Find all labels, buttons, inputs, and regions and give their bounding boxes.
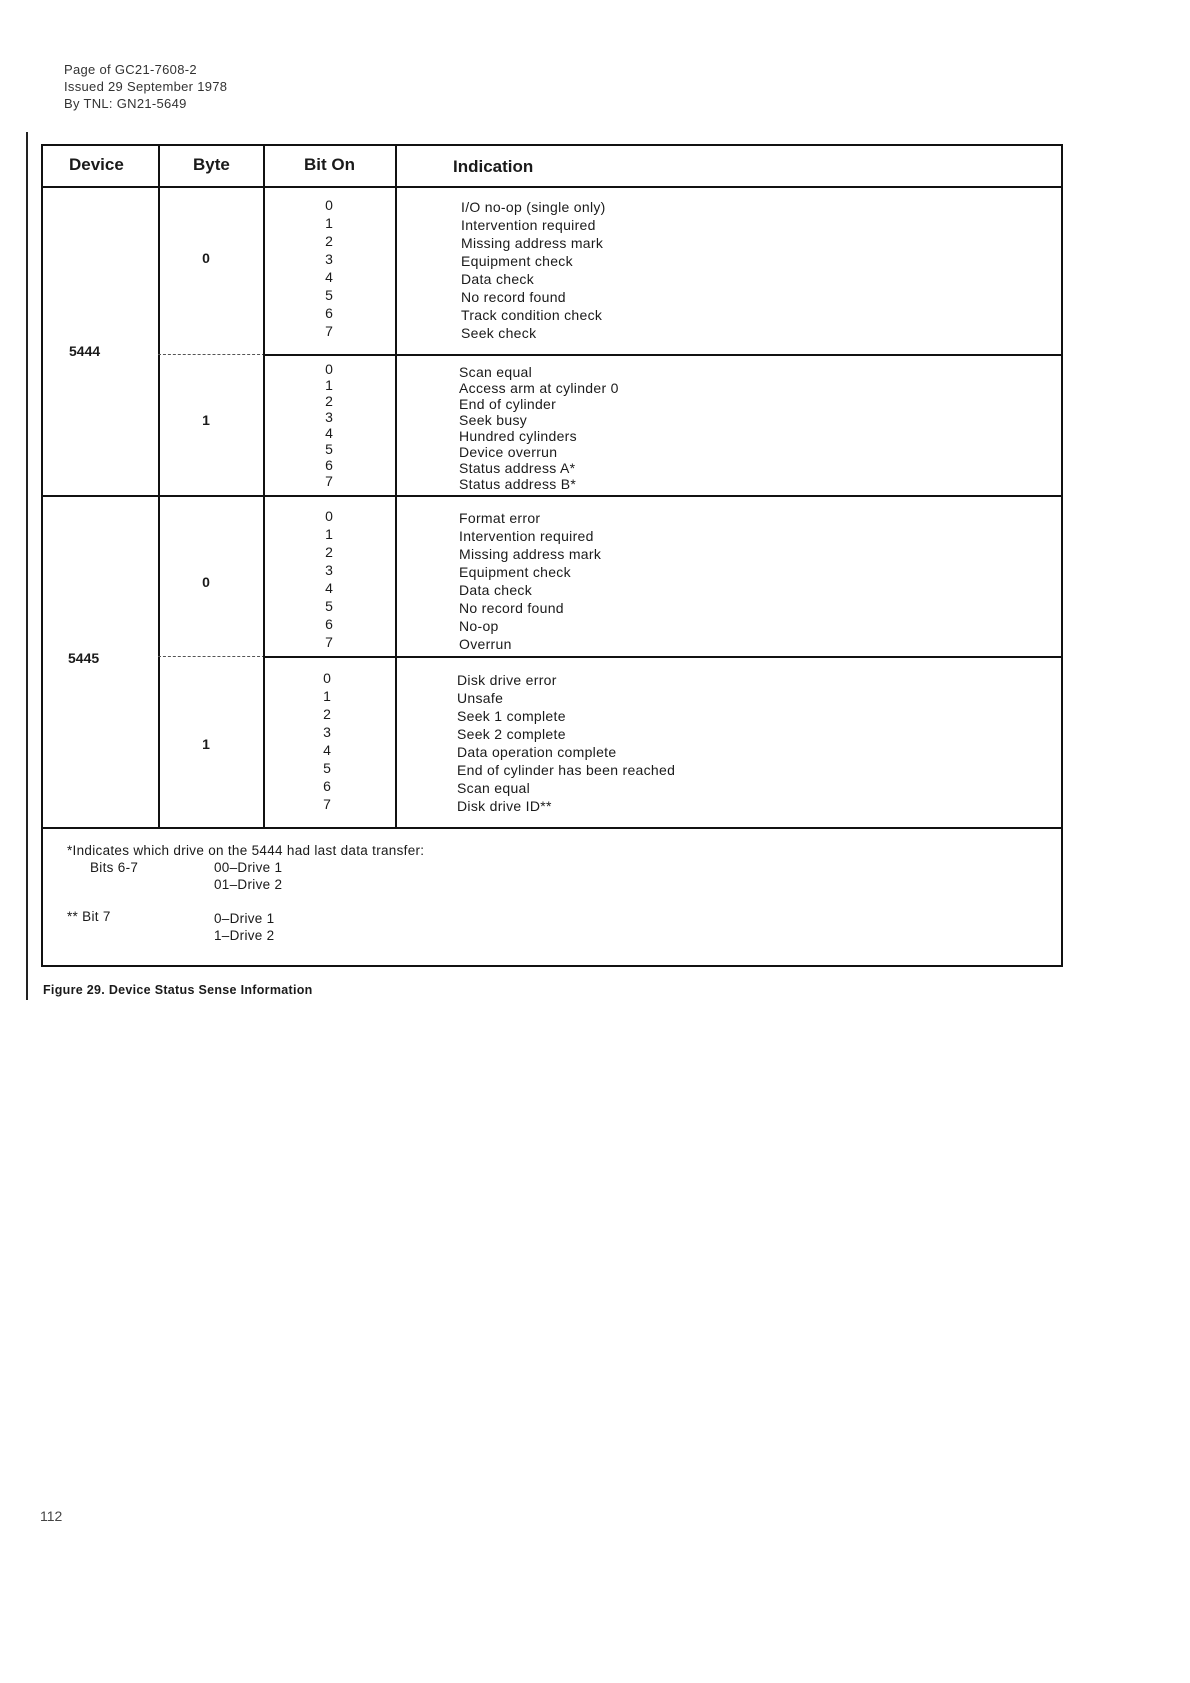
byte-value: 1 bbox=[202, 736, 210, 752]
indication-text: Seek busy bbox=[459, 412, 528, 428]
indication-list bbox=[457, 671, 675, 815]
bit-value: 4 bbox=[325, 269, 333, 285]
bit-value: 3 bbox=[325, 409, 333, 425]
indication-text: Format error bbox=[459, 510, 541, 526]
figure-caption: Figure 29. Device Status Sense Information bbox=[43, 983, 313, 997]
bit-value: 1 bbox=[325, 526, 333, 542]
bit-value: 1 bbox=[325, 215, 333, 231]
row-divider-5444-byte1 bbox=[263, 354, 1061, 356]
indication-text: Status address A* bbox=[459, 460, 576, 476]
indication-text: Status address B* bbox=[459, 476, 577, 492]
bit-value: 3 bbox=[325, 251, 333, 267]
indication-text: Seek 1 complete bbox=[457, 708, 566, 724]
indication-text: Seek 2 complete bbox=[457, 726, 566, 742]
indication-text: Track condition check bbox=[461, 307, 603, 323]
col-header-bit-on: Bit On bbox=[304, 155, 355, 174]
byte-value: 0 bbox=[202, 574, 210, 590]
header-line-2: Issued 29 September 1978 bbox=[64, 79, 228, 94]
footnote-bit7-label: ** Bit 7 bbox=[67, 909, 111, 924]
bit-value: 6 bbox=[325, 305, 333, 321]
bit-value: 0 bbox=[325, 197, 333, 213]
indication-text: No-op bbox=[459, 618, 499, 634]
row-divider-5445-byte1 bbox=[263, 656, 1061, 658]
bit-list bbox=[317, 669, 337, 813]
indication-list bbox=[459, 364, 619, 492]
footnote-drive-value: 00–Drive 1 bbox=[214, 860, 283, 875]
bit-value: 0 bbox=[325, 508, 333, 524]
bit-value: 6 bbox=[323, 778, 331, 794]
indication-text: Seek check bbox=[461, 325, 537, 341]
bit-value: 2 bbox=[323, 706, 331, 722]
bit-value: 5 bbox=[325, 441, 333, 457]
bit-value: 7 bbox=[325, 634, 333, 650]
indication-text: Intervention required bbox=[461, 217, 596, 233]
col-divider-1 bbox=[158, 146, 160, 827]
indication-text: Equipment check bbox=[461, 253, 573, 269]
col-divider-3 bbox=[395, 146, 397, 827]
indication-text: Access arm at cylinder 0 bbox=[459, 380, 619, 396]
byte-value: 1 bbox=[202, 412, 210, 428]
bit-value: 2 bbox=[325, 233, 333, 249]
page-header bbox=[64, 61, 227, 112]
indication-text: Equipment check bbox=[459, 564, 571, 580]
indication-text: Scan equal bbox=[457, 780, 531, 796]
bit-value: 4 bbox=[325, 580, 333, 596]
col-header-indication: Indication bbox=[453, 157, 534, 176]
bit-value: 5 bbox=[323, 760, 331, 776]
bit-value: 1 bbox=[323, 688, 331, 704]
bit-value: 5 bbox=[325, 287, 333, 303]
col-header-byte: Byte bbox=[193, 155, 230, 174]
header-line-3: By TNL: GN21-5649 bbox=[64, 96, 187, 111]
page-number: 112 bbox=[40, 1508, 63, 1524]
indication-text: Unsafe bbox=[457, 690, 504, 706]
indication-text: Disk drive error bbox=[457, 672, 557, 688]
bit-list bbox=[319, 507, 339, 651]
indication-text: Missing address mark bbox=[461, 235, 604, 251]
bit-value: 3 bbox=[323, 724, 331, 740]
indication-text: Missing address mark bbox=[459, 546, 602, 562]
device-divider bbox=[43, 495, 1061, 497]
bit-value: 6 bbox=[325, 457, 333, 473]
byte-divider-5445 bbox=[158, 656, 265, 657]
bit-value: 2 bbox=[325, 544, 333, 560]
revision-bar bbox=[26, 132, 28, 1000]
indication-text: Scan equal bbox=[459, 364, 533, 380]
bit-value: 0 bbox=[323, 670, 331, 686]
indication-text: Hundred cylinders bbox=[459, 428, 577, 444]
indication-text: Data check bbox=[461, 271, 535, 287]
bit-value: 6 bbox=[325, 616, 333, 632]
footnote-divider bbox=[43, 827, 1061, 829]
bit-value: 0 bbox=[325, 361, 333, 377]
indication-text: Device overrun bbox=[459, 444, 558, 460]
device-5444: 5444 bbox=[69, 343, 101, 359]
bit-value: 4 bbox=[325, 425, 333, 441]
indication-text: Disk drive ID** bbox=[457, 798, 552, 814]
footnote-drive-transfer: *Indicates which drive on the 5444 had last data transfer: bbox=[67, 843, 425, 858]
bit-value: 7 bbox=[325, 323, 333, 339]
device-5445: 5445 bbox=[68, 650, 100, 666]
footnote-bits-label: Bits 6-7 bbox=[90, 860, 139, 875]
col-header-device: Device bbox=[69, 155, 124, 174]
indication-text: I/O no-op (single only) bbox=[461, 199, 606, 215]
bit-list bbox=[319, 196, 339, 340]
status-sense-table bbox=[41, 144, 1063, 967]
indication-text: Data check bbox=[459, 582, 533, 598]
indication-text: No record found bbox=[459, 600, 564, 616]
bit-value: 7 bbox=[325, 473, 333, 489]
header-line-1: Page of GC21-7608-2 bbox=[64, 62, 197, 77]
indication-list bbox=[459, 509, 601, 653]
footnote-drive-value: 1–Drive 2 bbox=[214, 928, 275, 943]
bit-list bbox=[319, 361, 339, 489]
footnote-drive-value: 01–Drive 2 bbox=[214, 877, 283, 892]
indication-text: No record found bbox=[461, 289, 566, 305]
indication-text: Intervention required bbox=[459, 528, 594, 544]
header-divider bbox=[43, 186, 1061, 188]
indication-text: End of cylinder bbox=[459, 396, 557, 412]
byte-divider-5444 bbox=[158, 354, 265, 355]
bit-value: 7 bbox=[323, 796, 331, 812]
bit-value: 1 bbox=[325, 377, 333, 393]
indication-text: Overrun bbox=[459, 636, 512, 652]
indication-list bbox=[461, 198, 606, 342]
bit-value: 4 bbox=[323, 742, 331, 758]
byte-value: 0 bbox=[202, 250, 210, 266]
bit-value: 5 bbox=[325, 598, 333, 614]
bit-value: 3 bbox=[325, 562, 333, 578]
bit-value: 2 bbox=[325, 393, 333, 409]
footnote-drive-value: 0–Drive 1 bbox=[214, 911, 275, 926]
indication-text: Data operation complete bbox=[457, 744, 617, 760]
indication-text: End of cylinder has been reached bbox=[457, 762, 676, 778]
col-divider-2 bbox=[263, 146, 265, 827]
